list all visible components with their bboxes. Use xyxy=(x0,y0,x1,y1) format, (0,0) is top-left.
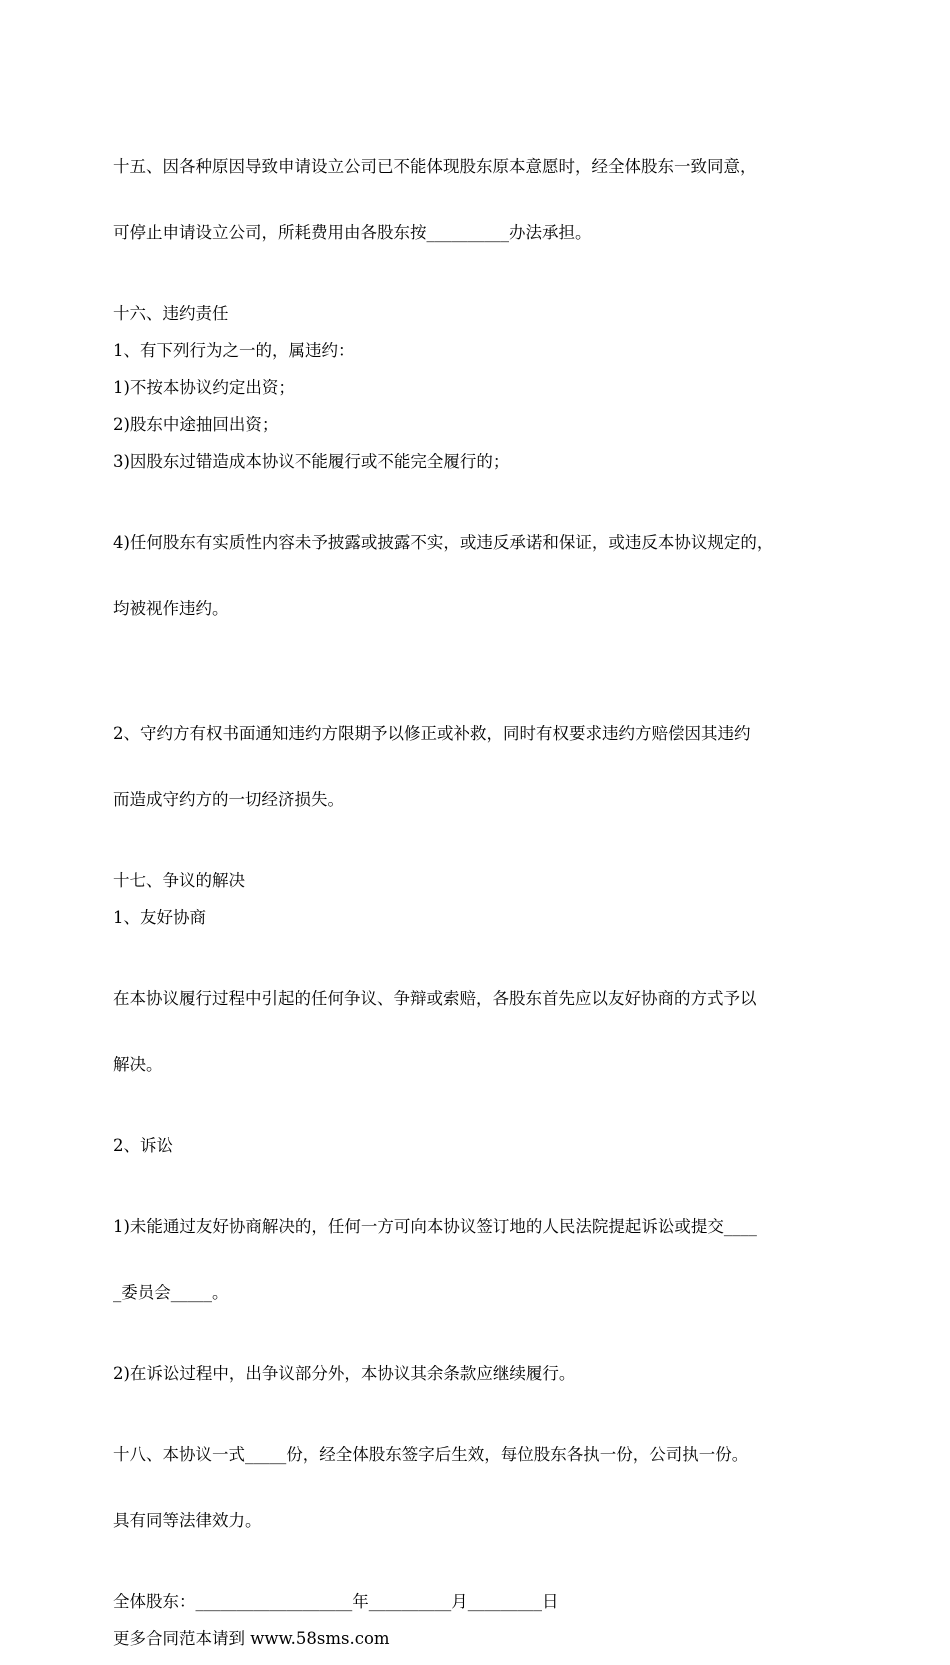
clause-16-item-1: 1、有下列行为之一的，属违约： xyxy=(113,341,355,360)
clause-16-item-1-sub-2: 2)股东中途抽回出资； xyxy=(113,415,279,434)
clause-18-line-2: 具有同等法律效力。 xyxy=(113,1511,262,1530)
clause-15 xyxy=(113,112,853,288)
clause-17-heading: 十七、争议的解决 xyxy=(113,871,245,890)
clause-18-line-1: 十八、本协议一式_____份，经全体股东签字后生效，每位股东各执一份，公司执一份。 xyxy=(113,1445,749,1464)
clause-17-item-1-body-line-1: 在本协议履行过程中引起的任何争议、争辩或索赔，各股东首先应以友好协商的方式予以 xyxy=(113,989,757,1008)
clause-16-item-1-sub-4 xyxy=(113,488,853,664)
signature-line: 全体股东：___________________年__________月_________日 xyxy=(113,1592,559,1611)
clause-16-item-1-sub-4-line-1: 4)任何股东有实质性内容未予披露或披露不实，或违反承诺和保证，或违反本协议规定的， xyxy=(113,533,774,552)
clause-16-item-1-sub-1: 1)不按本协议约定出资； xyxy=(113,378,295,397)
clause-17-item-2-sub-1-line-2: _委员会_____。 xyxy=(113,1283,229,1302)
clause-17-item-1-body xyxy=(113,944,853,1120)
clause-15-line-2: 可停止申请设立公司，所耗费用由各股东按__________办法承担。 xyxy=(113,223,592,242)
clause-16-item-1-sub-4-line-2: 均被视作违约。 xyxy=(113,599,229,618)
clause-16-item-2 xyxy=(113,679,853,855)
footer-note: 更多合同范本请到 www.58sms.com xyxy=(113,1629,390,1648)
clause-17-item-2-sub-1-line-1: 1)未能通过友好协商解决的，任何一方可向本协议签订地的人民法院提起诉讼或提交____ xyxy=(113,1217,757,1236)
clause-16-item-2-line-1: 2、守约方有权书面通知违约方限期予以修正或补救，同时有权要求违约方赔偿因其违约 xyxy=(113,724,751,743)
clause-15-line-1: 十五、因各种原因导致申请设立公司已不能体现股东原本意愿时，经全体股东一致同意， xyxy=(113,157,757,176)
clause-17-item-1: 1、友好协商 xyxy=(113,908,206,927)
clause-16-item-2-line-2: 而造成守约方的一切经济损失。 xyxy=(113,790,344,809)
clause-17-item-2: 2、诉讼 xyxy=(113,1136,173,1155)
clause-18 xyxy=(113,1400,853,1576)
clause-17-item-2-sub-2: 2)在诉讼过程中，出争议部分外，本协议其余条款应继续履行。 xyxy=(113,1364,576,1383)
clause-16-heading: 十六、违约责任 xyxy=(113,304,229,323)
clause-17-item-2-sub-1 xyxy=(113,1172,853,1348)
clause-16-item-1-sub-3: 3)因股东过错造成本协议不能履行或不能完全履行的； xyxy=(113,452,510,471)
document-page xyxy=(113,112,853,1665)
clause-17-item-1-body-line-2: 解决。 xyxy=(113,1055,163,1074)
